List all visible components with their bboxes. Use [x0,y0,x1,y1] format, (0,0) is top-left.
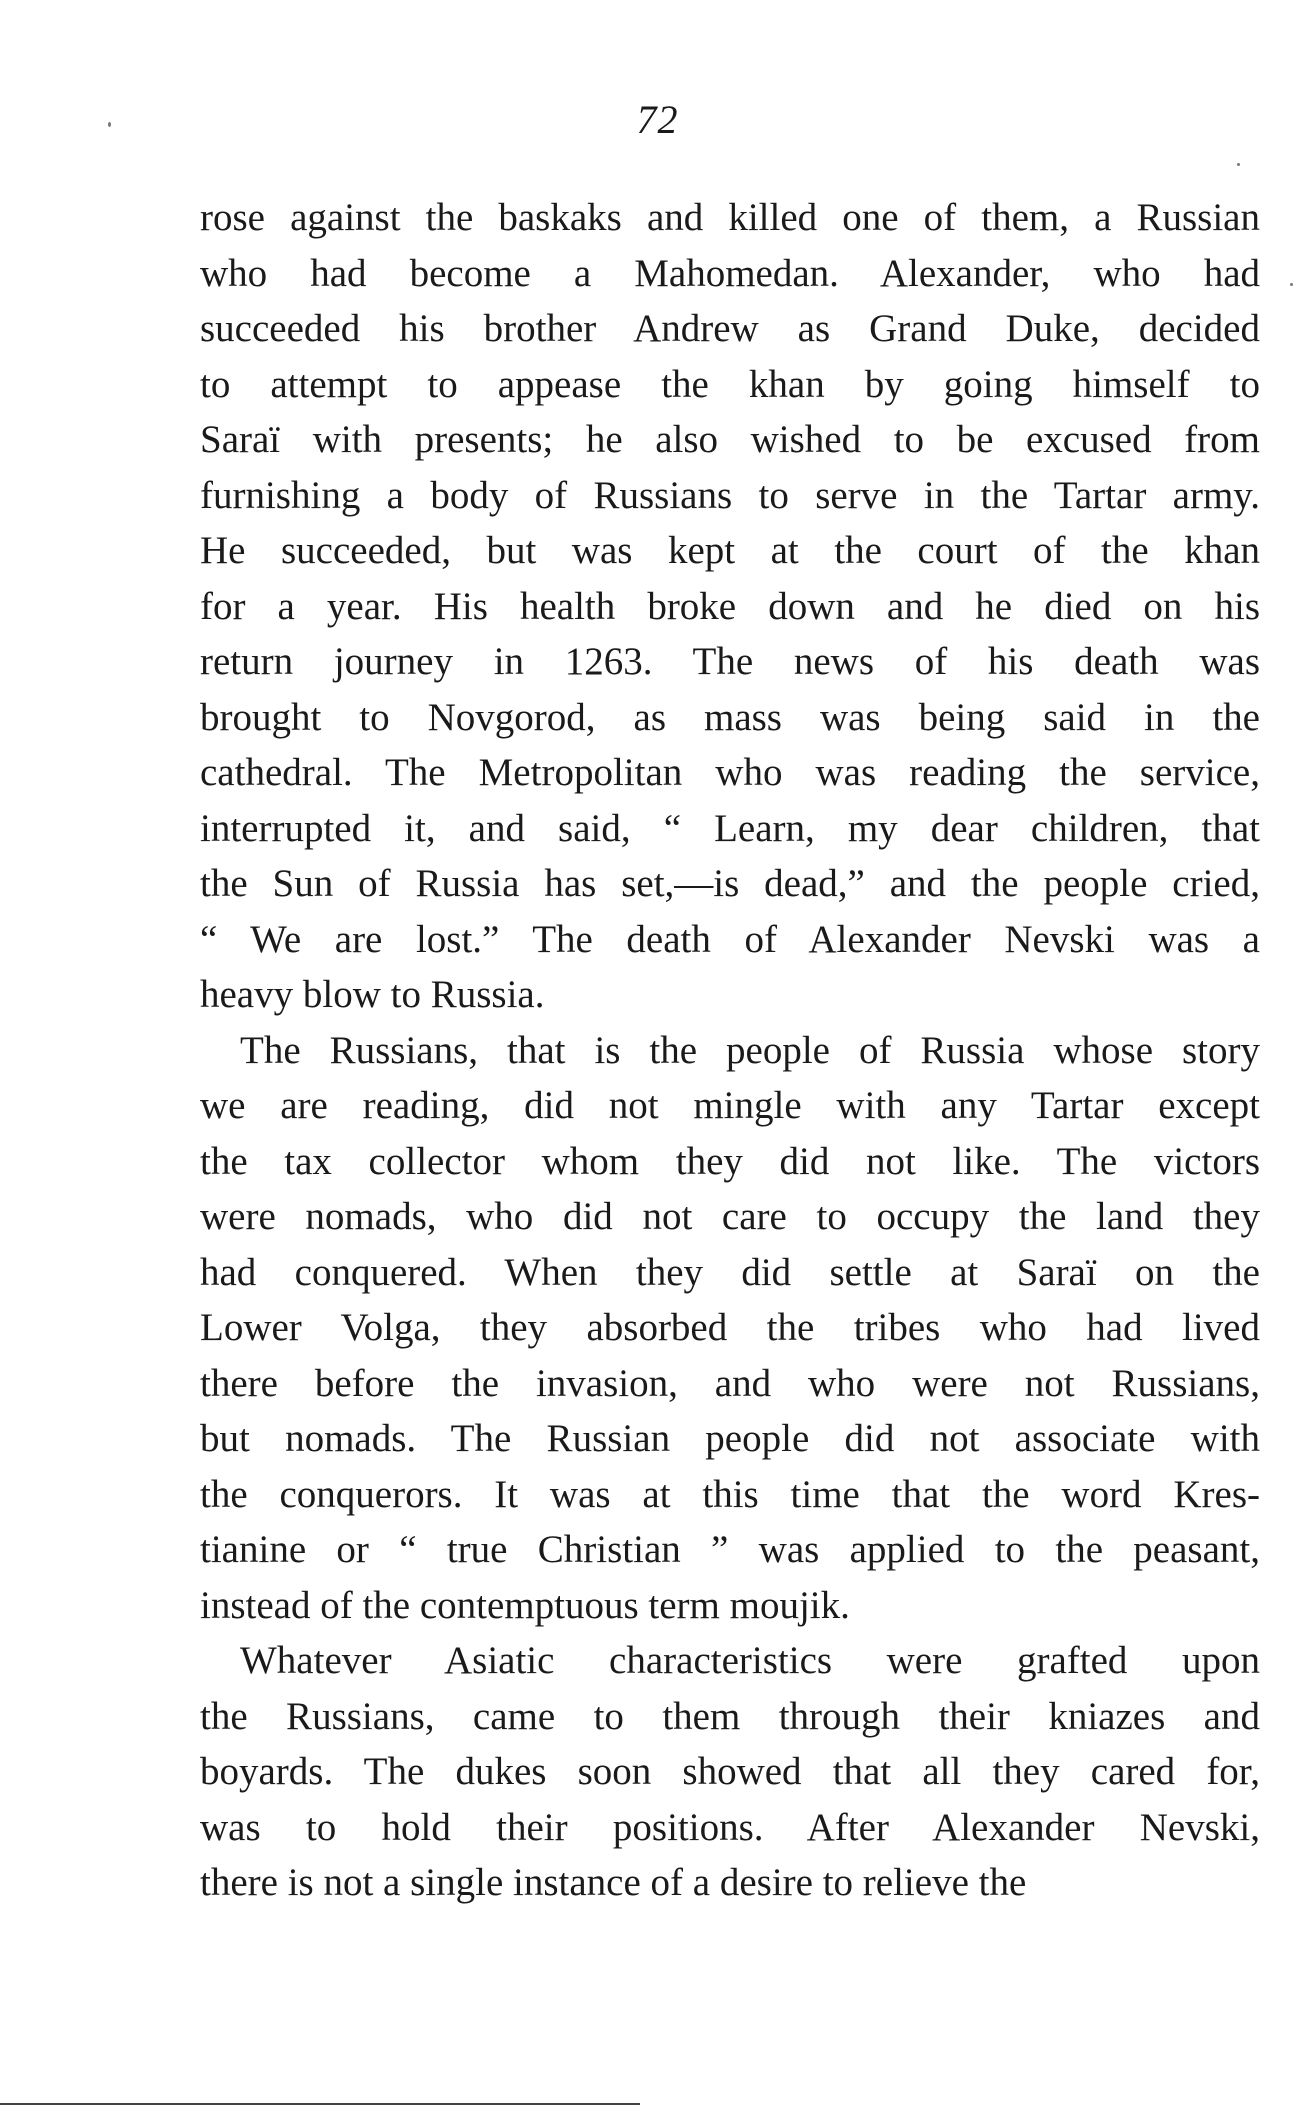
text-line: there before the invasion, and who were not Russians, [200,1361,1260,1405]
paper-speck [108,122,111,127]
text-line: the Sun of Russia has set,—is dead,” and the people cried, [200,862,1260,905]
paragraph [200,1023,1260,1634]
text-line: the Russians, came to them through their kniazes and [200,1694,1260,1738]
text-line: tianine or “ true Christian ” was applied to the peasant, [200,1528,1260,1571]
text-line: He succeeded, but was kept at the court of the khan [200,529,1260,572]
paragraph [200,190,1260,1023]
text-line: to attempt to appease the khan by going himself to [200,362,1260,406]
text-line: the conquerors. It was at this time that the word Kres- [200,1472,1260,1516]
text-line: there is not a single instance of a desire to relieve the [200,1861,1027,1904]
text-line: for a year. His health broke down and he died on his [200,584,1260,628]
text-line: Saraï with presents; he also wished to be excused from [200,418,1260,461]
text-line: heavy blow to Russia. [200,973,545,1016]
text-line: but nomads. The Russian people did not associate with [200,1417,1260,1460]
text-line: The Russians, that is the people of Russia whose story [240,1028,1260,1072]
text-body [200,190,1260,1911]
bottom-edge-rule [0,2103,640,2105]
text-line: who had become a Mahomedan. Alexander, who had [200,251,1260,295]
text-line: rose against the baskaks and killed one of them, a Russian [200,196,1260,239]
text-line: succeeded his brother Andrew as Grand Duke, decided [200,307,1260,350]
text-line: we are reading, did not mingle with any Tartar except [200,1084,1260,1127]
paper-speck [1290,283,1293,286]
paper-speck [1237,163,1240,166]
text-line: “ We are lost.” The death of Alexander Nevski was a [200,917,1260,961]
text-line: instead of the contemptuous term moujik. [200,1583,850,1627]
text-line: brought to Novgorod, as mass was being said in the [200,695,1260,739]
text-line: had conquered. When they did settle at Saraï on the [200,1250,1260,1294]
text-line: interrupted it, and said, “ Learn, my dear children, that [200,806,1260,850]
text-line: Lower Volga, they absorbed the tribes who had lived [200,1306,1260,1349]
text-line: cathedral. The Metropolitan who was reading the service, [200,751,1260,794]
text-line: boyards. The dukes soon showed that all they cared for, [200,1750,1260,1793]
text-line: was to hold their positions. After Alexander Nevski, [200,1805,1260,1849]
paragraph [200,1633,1260,1911]
text-line: Whatever Asiatic characteristics were grafted upon [240,1639,1260,1682]
page-number: 72 [636,97,679,142]
text-line: the tax collector whom they did not like. The victors [200,1139,1260,1183]
text-line: furnishing a body of Russians to serve in the Tartar army. [200,473,1260,517]
text-line: were nomads, who did not care to occupy the land they [200,1195,1260,1238]
text-line: return journey in 1263. The news of his death was [200,640,1260,683]
